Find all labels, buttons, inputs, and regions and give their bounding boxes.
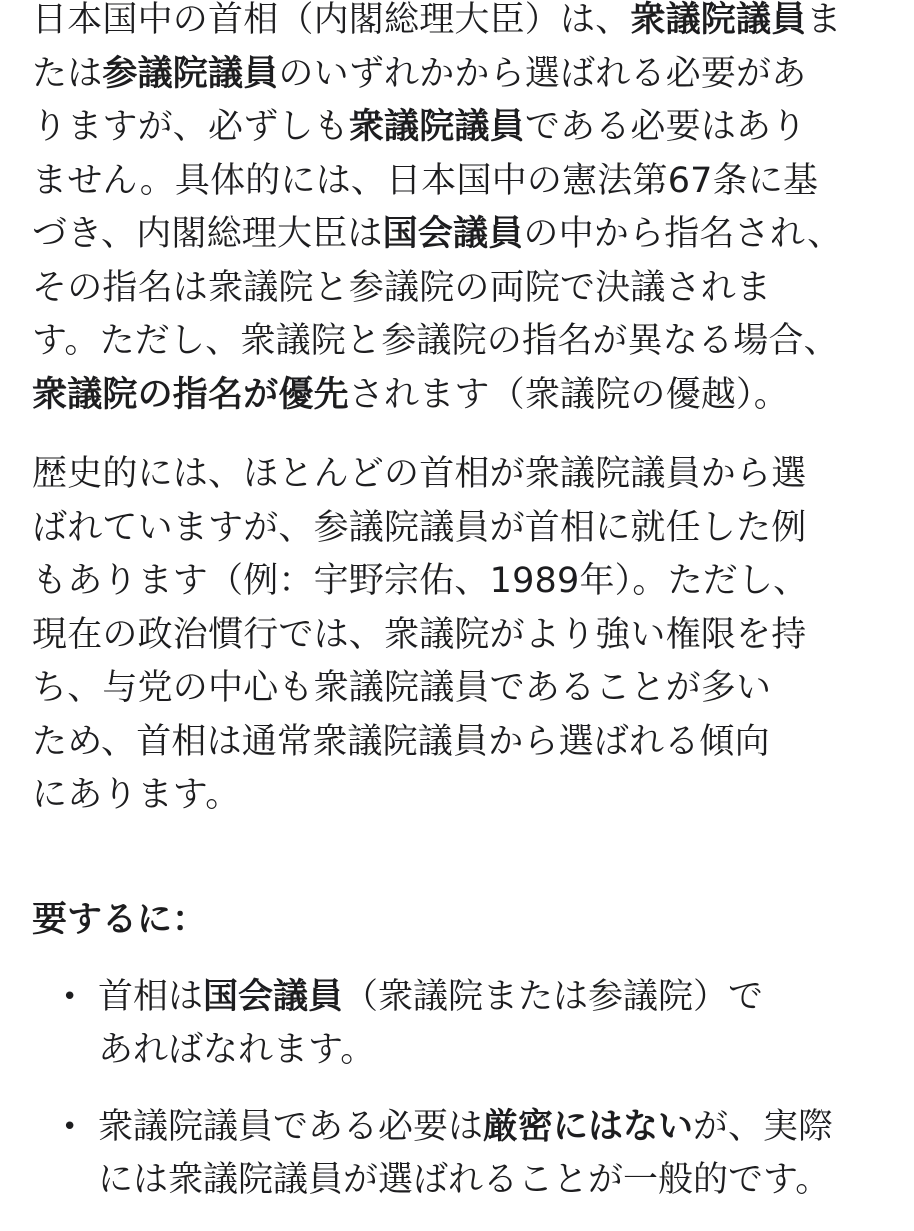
text-line bbox=[32, 609, 892, 663]
summary-heading: 要するに： bbox=[32, 899, 208, 940]
text-segment: す。ただし、衆議院と参議院の指名が異なる場合、 bbox=[32, 321, 839, 361]
text-segment: ばれていますが、参議院議員が首相に就任した例 bbox=[32, 507, 807, 548]
text-segment: の中から指名され、 bbox=[523, 214, 843, 254]
text-line bbox=[32, 101, 892, 155]
text-line bbox=[32, 369, 892, 423]
text-segment: が、実際 bbox=[693, 1106, 834, 1147]
text-line bbox=[32, 716, 892, 770]
list-item bbox=[32, 971, 892, 1077]
text-segment: たは bbox=[32, 53, 103, 94]
text-segment: されます（衆議院の優越）。 bbox=[348, 374, 789, 415]
text-line bbox=[98, 1154, 892, 1207]
text-segment: もあります（例：宇野宗佑、1989年）。ただし、 bbox=[32, 561, 809, 601]
text-segment: づき、内閣総理大臣は bbox=[32, 214, 383, 254]
bold-text: 国会議員 bbox=[382, 214, 524, 254]
bold-text: 国会議員 bbox=[203, 976, 344, 1017]
summary-list bbox=[32, 971, 892, 1207]
bold-text: 衆議院の指名が優先 bbox=[32, 374, 349, 415]
bold-text: 衆議院議員 bbox=[630, 0, 807, 40]
text-segment: りますが、必ずしも bbox=[32, 107, 349, 147]
explanation-paragraph bbox=[32, 0, 892, 422]
text-line bbox=[32, 315, 892, 369]
text-segment: （衆議院または参議院）で bbox=[343, 976, 764, 1017]
text-line bbox=[32, 662, 892, 716]
text-segment: 衆議院議員である必要は bbox=[98, 1106, 484, 1147]
text-segment: あればなれます。 bbox=[98, 1029, 376, 1070]
text-segment: のいずれかから選ばれる必要があ bbox=[278, 53, 807, 94]
text-line bbox=[32, 555, 892, 609]
text-line bbox=[98, 1101, 892, 1154]
text-segment: 日本国中の首相（内閣総理大臣）は、 bbox=[32, 0, 631, 40]
bold-text: 衆議院議員 bbox=[348, 107, 525, 147]
text-segment: 現在の政治慣行では、衆議院がより強い権限を持 bbox=[32, 614, 807, 655]
text-segment: にあります。 bbox=[32, 775, 241, 815]
text-line bbox=[32, 769, 892, 823]
text-line bbox=[32, 208, 892, 262]
bullet-icon: • bbox=[62, 1111, 78, 1142]
text-segment: その指名は衆議院と参議院の両院で決議されま bbox=[32, 267, 772, 308]
text-segment: 歴史的には、ほとんどの首相が衆議院議員から選 bbox=[32, 454, 807, 494]
text-line bbox=[32, 155, 892, 209]
text-segment: ため、首相は通常衆議院議員から選ばれる傾向 bbox=[32, 721, 770, 762]
text-segment: ち、与党の中心も衆議院議員であることが多い bbox=[32, 668, 772, 708]
text-line bbox=[98, 971, 892, 1024]
list-item bbox=[32, 1101, 892, 1207]
bullet-icon: • bbox=[62, 981, 78, 1012]
text-line bbox=[32, 448, 892, 502]
text-line bbox=[32, 0, 892, 48]
answer-content bbox=[32, 0, 892, 1231]
text-segment: ま bbox=[806, 0, 842, 40]
text-line bbox=[32, 48, 892, 102]
text-line bbox=[32, 502, 892, 556]
text-segment: である必要はあり bbox=[524, 107, 807, 147]
text-line bbox=[32, 262, 892, 316]
bold-text: 参議院議員 bbox=[102, 53, 279, 94]
bold-text: 厳密にはない bbox=[483, 1106, 694, 1147]
text-segment: 首相は bbox=[98, 976, 204, 1017]
text-segment: ません。具体的には、日本国中の憲法第67条に基 bbox=[32, 160, 819, 201]
text-segment: には衆議院議員が選ばれることが一般的です。 bbox=[98, 1159, 831, 1200]
text-line bbox=[98, 1024, 892, 1077]
history-paragraph bbox=[32, 448, 892, 823]
